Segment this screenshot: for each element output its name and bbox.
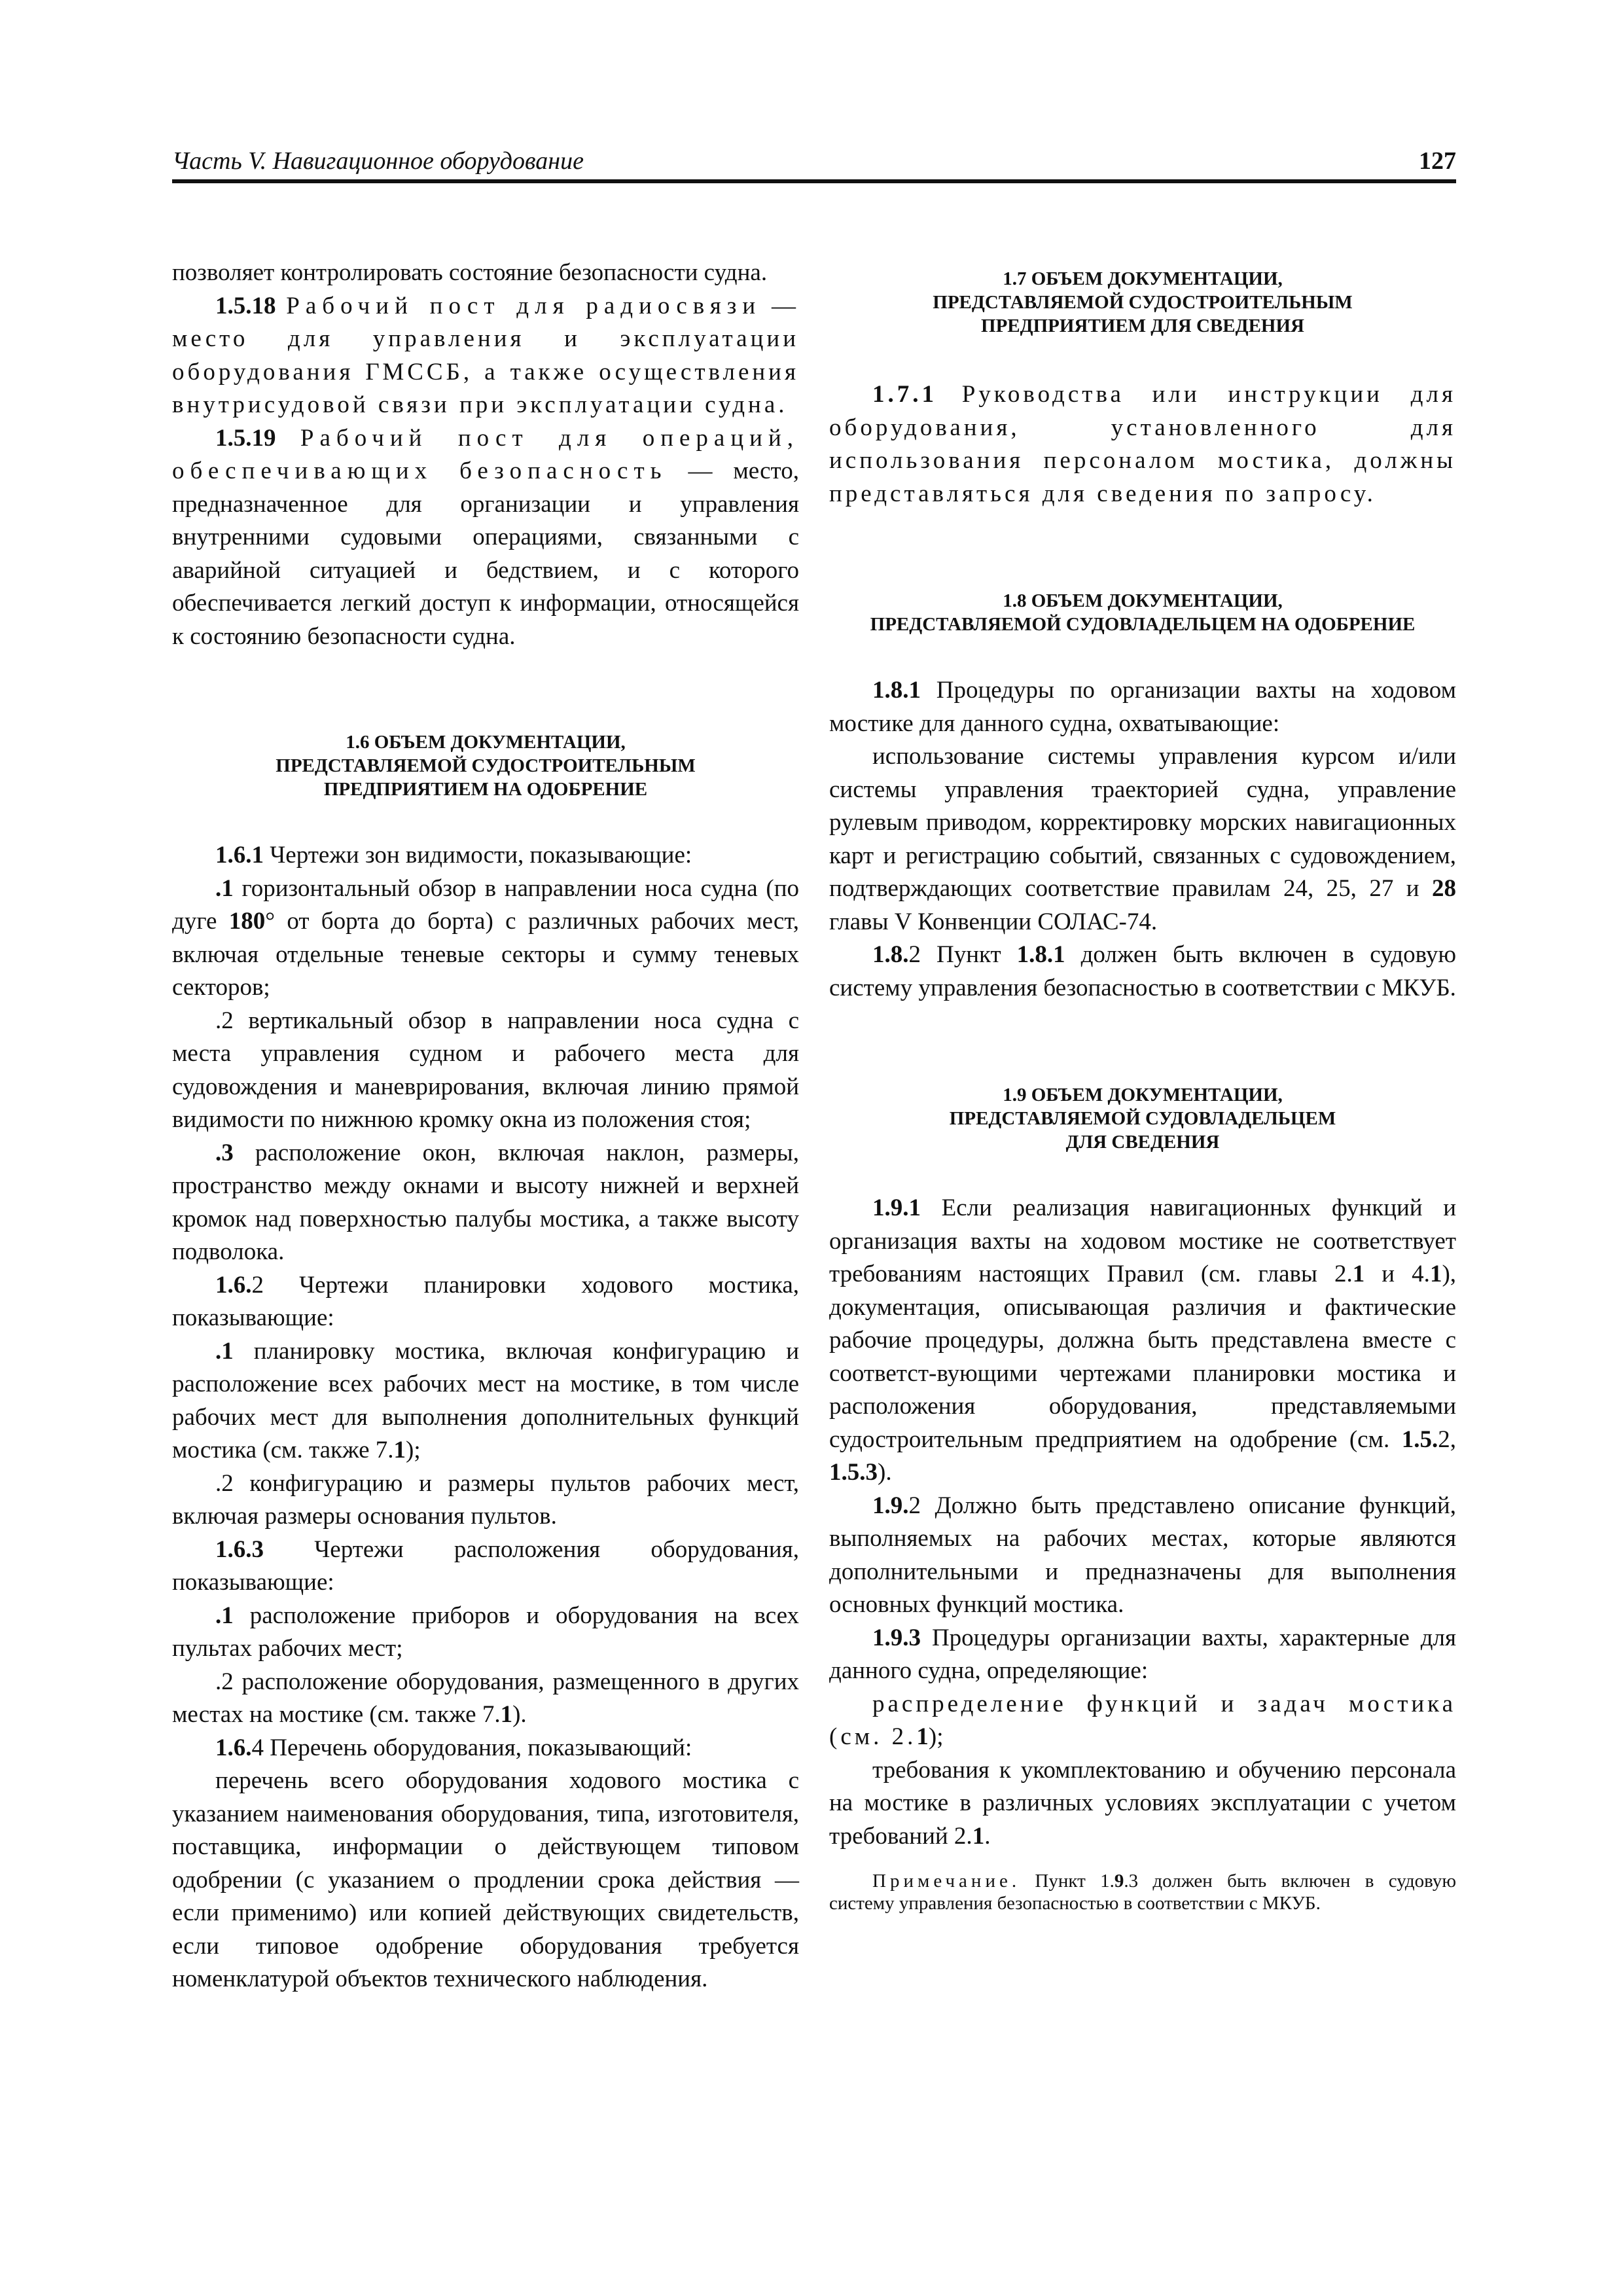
clause-text: Чертежи зон видимости, показывающие: (270, 842, 692, 869)
list-item-1 (172, 1335, 799, 1467)
clause-number-tail: 2 (908, 1492, 921, 1519)
item-text: ° от борта до борта) с различных рабочих мест, включая отдельные теневые секторы и сумму теневых секторов; (172, 908, 799, 1001)
reference-tail: 3 (865, 1459, 878, 1486)
item-number: .1 (215, 874, 234, 902)
list-item-2: .2 вертикальный обзор в направлении носа судна с места управления судном и рабочего места для судовождения и маневрирования, включая линию прямой видимости по нижнюю кромку окна из положения стоя; (172, 1007, 799, 1133)
clause-1-7-1 (829, 378, 1456, 511)
section-heading-1-8 (829, 589, 1456, 636)
list-item-1 (172, 1600, 799, 1666)
note (829, 1870, 1456, 1914)
page-number: 127 (1419, 147, 1456, 175)
reference: 1 (500, 1701, 513, 1728)
clause-number: 1.8. (872, 941, 909, 968)
note-text: .3 должен быть включен в судовую систему управления безопасностью в соответствии с МКУБ. (829, 1871, 1457, 1914)
clause-text: Должно быть представлено описание функций, выполняемых на рабочих местах, которые являются дополнительными и предназначены для выполнения основных функций мостика. (829, 1492, 1456, 1618)
list-item-3 (172, 1137, 799, 1269)
reference: 1 (1429, 1261, 1442, 1287)
reference: 1 (1352, 1261, 1365, 1287)
item-text: главы V Конвенции СОЛАС-74. (829, 908, 1158, 935)
item-text: расположение приборов и оборудования на всех пультах рабочих мест; (172, 1602, 800, 1662)
heading-line: ПРЕДПРИЯТИЕМ ДЛЯ СВЕДЕНИЯ (981, 315, 1304, 336)
clause-1-6-4 (172, 1732, 799, 1765)
heading-line: ПРЕДПРИЯТИЕМ НА ОДОБРЕНИЕ (323, 779, 648, 800)
reference: 1 (393, 1437, 406, 1463)
clause-1-9-2 (829, 1490, 1456, 1622)
heading-line: ПРЕДСТАВЛЯЕМОЙ СУДОСТРОИТЕЛЬНЫМ (276, 755, 696, 776)
definition-text: — место, предназначенное для организации и управления внутренними судовыми операциями, связанными с аварийной ситуацией и бедствием, и с которого обеспечивается легкий доступ к информации, относящейся к состоянию безопасности судна. (172, 457, 799, 650)
clause-number-tail: 2 (251, 1271, 264, 1299)
clause-1-8-2 (829, 939, 1456, 1005)
item-number: .3 (215, 1139, 234, 1166)
reference: 28 (1432, 875, 1456, 902)
clause-text: , (1450, 1426, 1456, 1453)
defined-term: Рабочий пост для радиосвязи (286, 292, 762, 319)
clause-number: 1.5.18 (215, 292, 276, 319)
clause-text: и 4. (1382, 1261, 1430, 1287)
clause-1-6-2 (172, 1269, 799, 1335)
note-text: Пункт 1. (1035, 1871, 1115, 1892)
clause-1-8-1 (829, 674, 1456, 740)
clause-number: 1.9. (872, 1492, 909, 1519)
clause-text: Чертежи расположения оборудования, показывающие: (172, 1535, 799, 1596)
heading-line: 1.6 ОБЪЕМ ДОКУМЕНТАЦИИ, (346, 732, 626, 753)
clause-number: 1.6. (215, 1271, 252, 1299)
item-text: ). (512, 1701, 527, 1728)
clause-number: 1.6. (215, 1734, 252, 1761)
clause-text: должен быть включен в судовую систему управления безопасностью в соответствии с МКУБ. (829, 941, 1457, 1001)
reference: 1.8.1 (1016, 941, 1065, 968)
reference: 1.5. (829, 1459, 866, 1486)
paragraph-continuation: позволяет контролировать состояние безопасности судна. (172, 259, 768, 286)
clause-text: Процедуры организации вахты, характерные для данного судна, определяющие: (829, 1624, 1457, 1684)
item-text: использование системы управления курсом и/или системы управления траекторией судна, управление рулевым приводом, корректировку морских навигационных карт и регистрацию событий, связанных с судовождением, подтверждающих соответствие правилам 24, 25, 27 и (829, 743, 1456, 902)
list-item-1 (829, 1688, 1456, 1754)
item-number: .1 (215, 1337, 234, 1365)
item-text: планировку мостика, включая конфигурацию и расположение всех рабочих мест на мостике, в том числе рабочих мест для выполнения дополнительных функций мостика (см. также 7. (172, 1337, 799, 1463)
clause-number-tail: 2 (908, 941, 921, 968)
item-number: .1 (215, 1602, 234, 1629)
clause-number: 1.6.1 (215, 842, 264, 869)
degree-value: 180 (228, 908, 266, 935)
list-item-2 (829, 1754, 1456, 1854)
list-item-2 (172, 1666, 799, 1732)
clause-text: Руководства или инструкции для оборудования, установленного для использования персоналом мостика, должны представляться для сведения по запросу. (829, 381, 1456, 507)
item-text: требования к укомплектованию и обучению персонала на мостике в различных условиях эксплуатации с учетом требований 2. (829, 1756, 1456, 1850)
header-rule (172, 179, 1456, 183)
heading-line: ПРЕДСТАВЛЯЕМОЙ СУДОВЛАДЕЛЬЦЕМ (949, 1108, 1336, 1129)
reference-tail: 2 (1438, 1426, 1450, 1453)
heading-line: 1.7 ОБЪЕМ ДОКУМЕНТАЦИИ, (1003, 268, 1283, 289)
section-heading-1-7 (829, 267, 1456, 338)
definition-text: — место для управления и эксплуатации оборудования ГМССБ, а также осуществления внутрисудовой связи при эксплуатации судна. (172, 292, 799, 418)
clause-number: 1.9.3 (872, 1624, 921, 1651)
clause-1-6-1 (172, 839, 799, 872)
clause-text: ), документация, описывающая различия и фактические рабочие процедуры, должна быть представлена вместе с соответст-вующими чертежами планировки мостика и расположения оборудования, представляемыми судостроительным предприятием на одобрение (см. (829, 1261, 1457, 1453)
clause-1-9-1 (829, 1192, 1456, 1490)
note-label: Примечание. (872, 1871, 1021, 1892)
clause-text: Перечень оборудования, показывающий: (270, 1734, 692, 1761)
clause-text: Процедуры по организации вахты на ходовом мостике для данного судна, охватывающие: (829, 677, 1456, 737)
clause-number: 1.6.3 (215, 1535, 264, 1563)
list-item-2: .2 конфигурацию и размеры пультов рабочих мест, включая размеры основания пультов. (172, 1469, 799, 1530)
reference: 1.5. (1401, 1426, 1438, 1453)
section-heading-1-6 (172, 730, 799, 801)
clause-number: 1.9.1 (872, 1194, 921, 1221)
left-column (172, 257, 799, 1996)
right-column (829, 257, 1456, 1914)
heading-line: ПРЕДСТАВЛЯЕМОЙ СУДОВЛАДЕЛЬЦЕМ НА ОДОБРЕНИЕ (870, 614, 1416, 635)
heading-line: 1.8 ОБЪЕМ ДОКУМЕНТАЦИИ, (1003, 590, 1283, 611)
reference: 1 (972, 1822, 985, 1850)
clause-text: ). (878, 1459, 892, 1486)
page-header (172, 145, 1456, 183)
item-text: . (984, 1822, 991, 1850)
item-text: .2 расположение оборудования, размещенного в других местах на мостике (см. также 7. (172, 1668, 799, 1728)
heading-line: ПРЕДСТАВЛЯЕМОЙ СУДОСТРОИТЕЛЬНЫМ (933, 292, 1353, 313)
definition-1-5-18 (172, 290, 799, 422)
clause-text: Если реализация навигационных функций и организация вахты на ходовом мостике не соответствует требованиям настоящих Правил (см. главы 2. (829, 1194, 1456, 1287)
clause-1-9-3 (829, 1622, 1456, 1688)
heading-line: ДЛЯ СВЕДЕНИЯ (1065, 1132, 1220, 1153)
clause-text: Чертежи планировки ходового мостика, показывающие: (172, 1271, 799, 1331)
clause-1-6-3 (172, 1534, 799, 1600)
clause-number: 1.5.19 (215, 424, 276, 452)
clause-number: 1.8.1 (872, 677, 921, 704)
section-heading-1-9 (829, 1083, 1456, 1154)
list-item-1 (172, 872, 799, 1005)
definition-1-5-19 (172, 422, 799, 654)
item-text: распределение функций и задач мостика (см. 2. (829, 1690, 1456, 1750)
clause-number: 1.7.1 (872, 381, 937, 408)
defined-term: Рабочий пост для операций, обеспечивающих безопасность (172, 424, 799, 484)
item-text: ); (406, 1437, 421, 1463)
item-text: горизонтальный обзор в направлении носа судна (по дуге (172, 874, 800, 935)
reference: 9 (1114, 1871, 1124, 1892)
clause-number-tail: 4 (251, 1734, 264, 1761)
item-text: расположение окон, включая наклон, размеры, пространство между окнами и высоту нижней и верхней кромок над поверхностью палубы мостика, а также высоту подволока. (172, 1139, 799, 1265)
clause-text: Пункт (936, 941, 1001, 968)
heading-line: 1.9 ОБЪЕМ ДОКУМЕНТАЦИИ, (1003, 1085, 1283, 1105)
list-body (829, 740, 1456, 939)
item-text: ); (928, 1723, 944, 1750)
list-body: перечень всего оборудования ходового мостика с указанием наименования оборудования, типа, изготовителя, поставщика, информации о действующем типовом одобрении (с указанием о продлении срока действия — если применимо) или копией действующих свидетельств, если типовое одобрение оборудования требуется номенклатурой объектов технического наблюдения. (172, 1767, 799, 1992)
reference: 1 (916, 1723, 929, 1750)
running-title: Часть V. Навигационное оборудование (172, 147, 584, 175)
